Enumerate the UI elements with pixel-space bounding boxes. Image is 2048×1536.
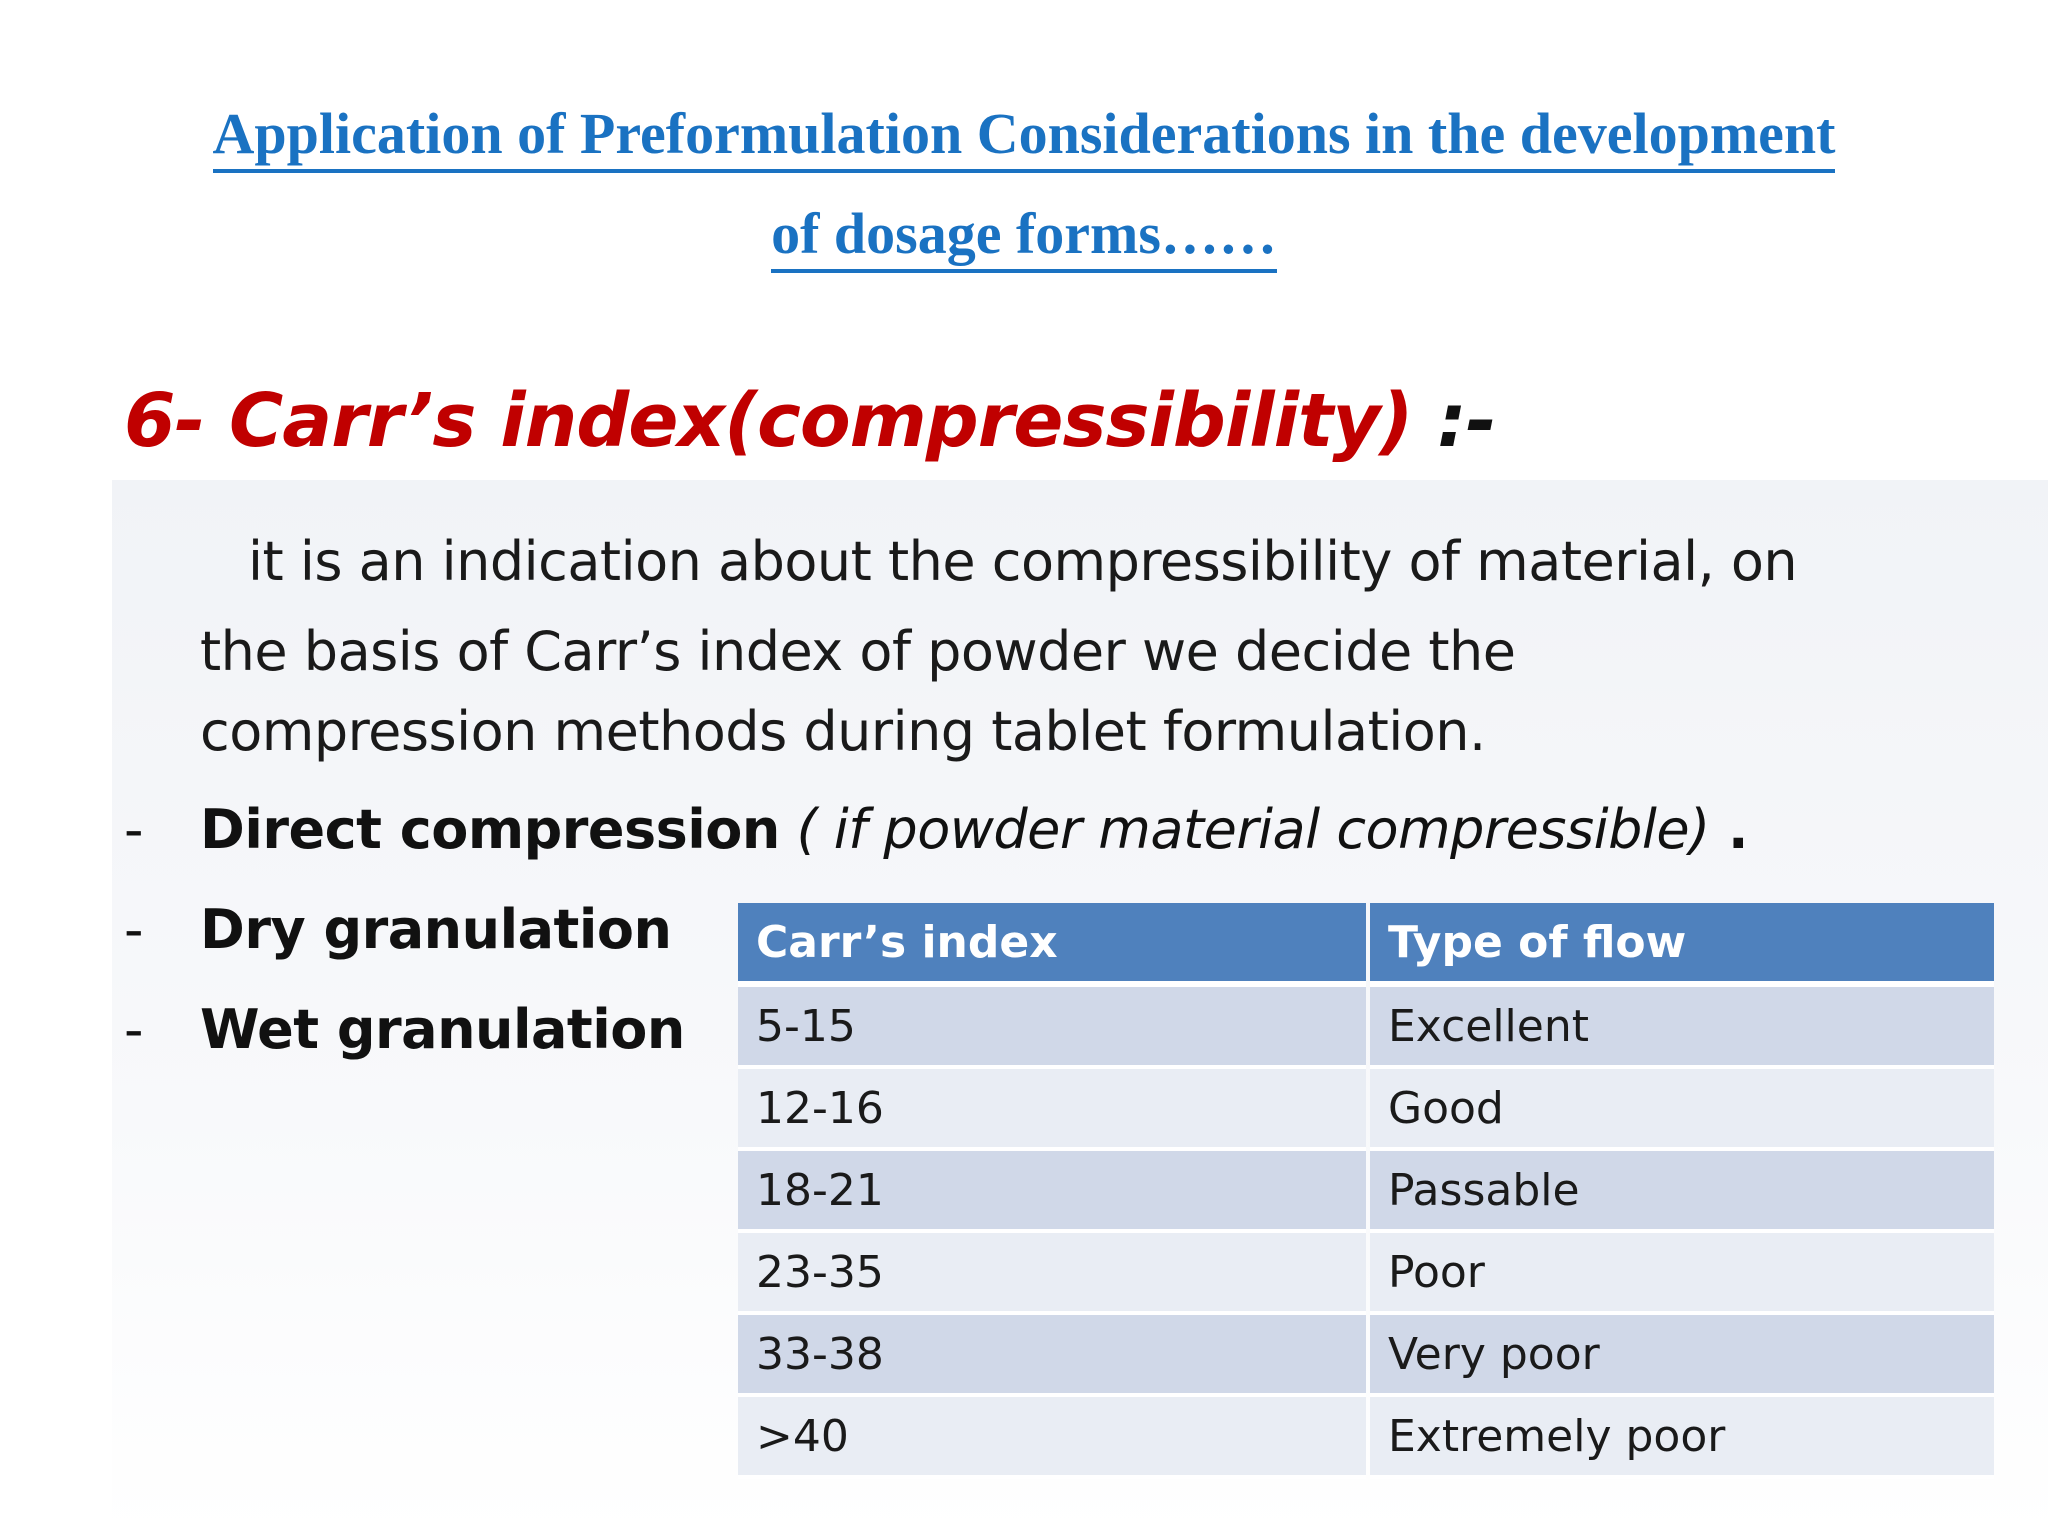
bullet-note: ( if powder material compressible) [779, 798, 1710, 861]
table-cell-flow: Excellent [1370, 987, 1994, 1069]
table-cell-flow: Very poor [1370, 1315, 1994, 1397]
bullet-end: . [1709, 798, 1749, 861]
slide-title-line-2: of dosage forms…… [0, 200, 2048, 273]
table-cell-index: 18-21 [738, 1151, 1366, 1233]
table-cell-flow: Passable [1370, 1151, 1994, 1233]
table-row [738, 1069, 1994, 1151]
table-row [738, 987, 1994, 1069]
bullet-dash: - [124, 998, 143, 1061]
table-cell-index: 23-35 [738, 1233, 1366, 1315]
bullet-label: Direct compression [200, 798, 780, 861]
paragraph-line-3: compression methods during tablet formulation. [200, 700, 1486, 763]
table-row [738, 1233, 1994, 1315]
table-cell-index: 12-16 [738, 1069, 1366, 1151]
section-heading-text: 6- Carr’s index(compressibility) [124, 378, 1413, 464]
carr-index-table [734, 903, 1998, 1479]
slide-title-line-1: Application of Preformulation Considerations in the development [0, 100, 2048, 173]
paragraph-line-2: the basis of Carr’s index of powder we decide the [200, 620, 1516, 683]
section-heading [124, 378, 1495, 464]
column-header-carrs-index: Carr’s index [738, 903, 1366, 987]
section-heading-suffix: :- [1412, 378, 1496, 464]
bullet-dash: - [124, 898, 143, 961]
paragraph-line-1: it is an indication about the compressibility of material, on [248, 530, 1798, 593]
column-header-type-of-flow: Type of flow [1370, 903, 1994, 987]
table-row [738, 1151, 1994, 1233]
table-row [738, 1315, 1994, 1397]
table-cell-flow: Good [1370, 1069, 1994, 1151]
table-cell-index: 5-15 [738, 987, 1366, 1069]
table-cell-flow: Extremely poor [1370, 1397, 1994, 1479]
bullet-dash: - [124, 798, 143, 861]
table-cell-index: >40 [738, 1397, 1366, 1479]
table-header-row [738, 903, 1994, 987]
table-cell-flow: Poor [1370, 1233, 1994, 1315]
table-cell-index: 33-38 [738, 1315, 1366, 1397]
table-row [738, 1397, 1994, 1479]
bullet-label: Dry granulation [200, 898, 672, 961]
bullet-label: Wet granulation [200, 998, 685, 1061]
